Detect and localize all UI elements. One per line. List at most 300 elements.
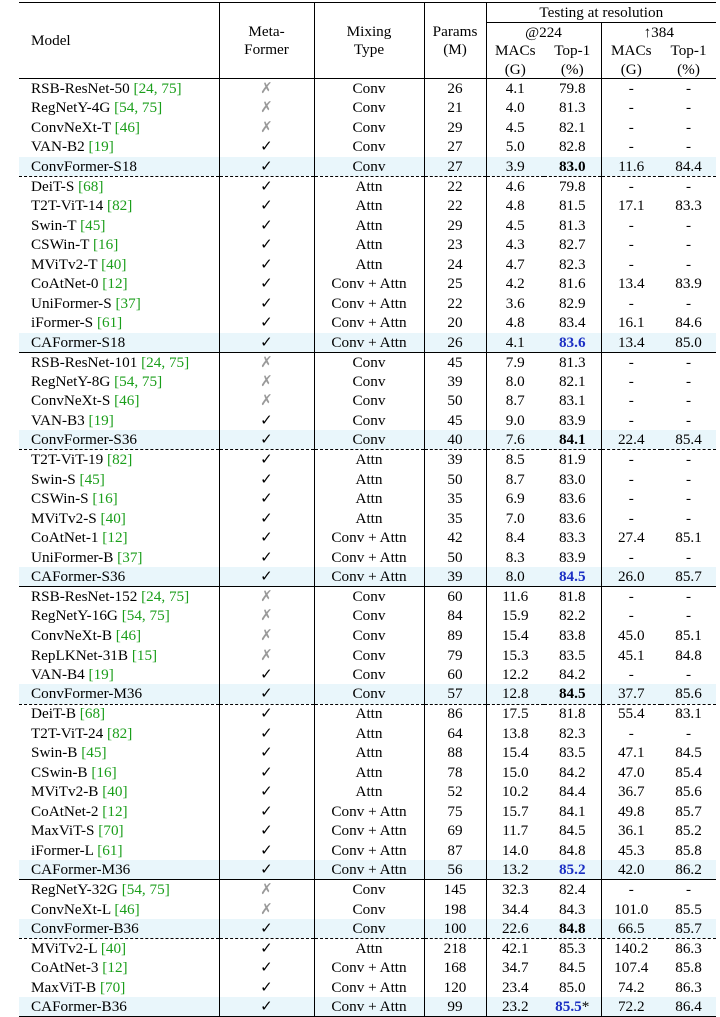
model-name-cell [19, 743, 219, 763]
model-name-cell [19, 899, 219, 919]
header-params-line2: (M) [443, 41, 467, 58]
citation-refs: [40] [100, 939, 127, 957]
top1-224-value: 83.6 [558, 490, 586, 508]
check-mark-icon: ✓ [219, 430, 314, 450]
params-cell: 100 [424, 919, 486, 939]
model-name: DeiT-S [31, 177, 75, 195]
top1-384-cell: 85.6 [675, 783, 702, 801]
cross-mark-icon: ✗ [219, 587, 314, 607]
mixing-type-cell: Conv [314, 919, 424, 939]
macs-224-cell: 7.0 [505, 509, 525, 527]
model-name-cell [19, 98, 219, 118]
params-cell: 25 [424, 274, 486, 294]
model-name: iFormer-S [31, 314, 94, 332]
check-mark-icon: ✓ [219, 254, 314, 274]
top1-224-value: 83.9 [558, 548, 586, 566]
mixing-type-cell: Attn [314, 782, 424, 802]
model-name: VAN-B4 [31, 666, 85, 684]
top1-224-cell [544, 196, 601, 216]
top1-384-cell: 85.4 [661, 430, 716, 450]
macs-384-cell: - [628, 470, 634, 488]
model-name-cell [19, 137, 219, 157]
top1-224-cell [544, 215, 601, 235]
macs-224-cell: 15.7 [501, 802, 529, 820]
model-name-cell [19, 176, 219, 196]
macs-224-cell: 4.2 [505, 275, 525, 293]
macs-384-cell: - [628, 255, 634, 273]
macs-384-cell: - [628, 509, 634, 527]
citation-refs: [24, 75] [133, 79, 182, 97]
top1-224-value: 84.8 [558, 842, 586, 859]
model-name-cell [19, 509, 219, 529]
macs-384-cell: - [628, 294, 634, 312]
model-name: ConvFormer-S36 [31, 431, 138, 449]
top1-224-value: 84.1 [558, 802, 586, 820]
top1-384-cell: - [661, 176, 716, 196]
top1-384-cell: 86.4 [661, 997, 716, 1017]
model-name-cell [19, 626, 219, 646]
macs-384-cell: 13.4 [617, 275, 645, 293]
citation-refs: [70] [98, 822, 124, 840]
results-table [19, 2, 716, 1017]
mixing-type-cell: Conv [314, 137, 424, 157]
params-cell: 50 [424, 469, 486, 489]
model-name-cell [19, 274, 219, 294]
macs-224-cell: 34.4 [501, 900, 529, 918]
top1-384-cell: - [661, 450, 716, 470]
citation-refs: [82] [107, 724, 133, 742]
macs-224-cell: 8.3 [505, 548, 525, 566]
macs-384-cell: - [628, 118, 634, 136]
table-row [19, 645, 716, 665]
citation-refs: [37] [117, 548, 143, 566]
mixing-type-cell: Attn [314, 254, 424, 274]
top1-224-value: 84.8 [558, 919, 586, 937]
top1-224-cell [544, 235, 601, 255]
mixing-type-cell: Conv + Attn [314, 841, 424, 861]
mixing-type-cell: Conv [314, 98, 424, 118]
model-name-cell [19, 567, 219, 587]
model-name-cell [19, 528, 219, 548]
params-cell: 20 [424, 313, 486, 333]
model-name-cell [19, 782, 219, 802]
macs-384-cell: 45.1 [617, 646, 645, 664]
citation-refs: [15] [131, 646, 158, 664]
top1-384-cell: - [685, 79, 692, 97]
macs-224-cell: 4.7 [505, 255, 525, 273]
top1-384-cell: 84.6 [675, 314, 702, 332]
top1-384-cell: 86.3 [675, 978, 702, 996]
macs-224-cell: 15.0 [501, 763, 529, 781]
table-row [19, 235, 716, 255]
macs-384-cell: 17.1 [617, 196, 645, 214]
check-mark-icon: ✓ [219, 841, 314, 861]
params-cell: 45 [424, 352, 486, 372]
citation-refs: [82] [107, 196, 133, 214]
macs-224-cell: 6.9 [505, 490, 525, 508]
top1-224-value: 83.6 [558, 509, 586, 527]
params-cell: 84 [424, 606, 486, 626]
top1-224-cell [544, 79, 601, 99]
mixing-type-cell: Conv + Attn [314, 802, 424, 822]
top1-384-cell: - [685, 236, 692, 254]
model-name: ConvNeXt-B [31, 626, 112, 644]
table-row [19, 196, 716, 216]
top1-224-cell [544, 98, 601, 118]
mixing-type-cell: Conv [314, 606, 424, 626]
top1-384-cell: 85.2 [675, 822, 702, 840]
citation-refs: [16] [92, 490, 118, 508]
model-name: DeiT-B [31, 705, 76, 723]
mixing-type-cell: Attn [314, 704, 424, 724]
table-row [19, 274, 716, 294]
params-cell: 45 [424, 411, 486, 431]
top1-224-cell [544, 763, 601, 783]
model-name: MViTv2-B [31, 783, 99, 801]
model-name: RegNetY-8G [31, 372, 111, 390]
macs-224-cell: 4.8 [505, 196, 525, 214]
model-name: RSB-ResNet-50 [31, 79, 130, 97]
model-name-cell [19, 235, 219, 255]
top1-384-cell: 85.7 [675, 802, 702, 820]
top1-224-value: 83.8 [558, 626, 586, 644]
macs-224-cell: 13.2 [486, 860, 544, 880]
check-mark-icon: ✓ [219, 313, 314, 333]
mixing-type-cell: Conv + Attn [314, 548, 424, 568]
citation-refs: [40] [101, 255, 127, 273]
top1-384-cell: 85.7 [661, 567, 716, 587]
header-metaformer-line1: Meta- [248, 22, 285, 40]
macs-384-cell: - [628, 411, 634, 429]
mixing-type-cell: Conv [314, 899, 424, 919]
top1-224-cell [544, 606, 601, 626]
table-row [19, 606, 716, 626]
top1-384-cell: 86.2 [661, 860, 716, 880]
top1-224-value: 85.5 [555, 998, 582, 1016]
top1-224-cell [544, 391, 601, 411]
table-row [19, 79, 716, 99]
macs-384-cell: 36.7 [617, 783, 645, 801]
model-name-cell [19, 215, 219, 235]
mixing-type-cell: Conv [314, 79, 424, 99]
model-name: CoAtNet-2 [31, 802, 99, 820]
top1-384-cell: 86.3 [661, 939, 716, 959]
citation-refs: [61] [97, 842, 123, 859]
table-row [19, 489, 716, 509]
macs-224-cell: 8.4 [505, 529, 525, 547]
header-top1-224-line2: (%) [560, 60, 584, 78]
cross-mark-icon: ✗ [219, 645, 314, 665]
params-cell: 27 [424, 137, 486, 157]
params-cell: 89 [424, 626, 486, 646]
table-row [19, 782, 716, 802]
macs-384-cell: 72.2 [601, 997, 661, 1017]
model-name: CSWin-T [31, 236, 90, 254]
top1-224-value: 82.9 [558, 294, 586, 312]
top1-384-cell: 85.0 [661, 333, 716, 353]
macs-224-cell: 9.0 [505, 411, 525, 429]
top1-224-value: 81.3 [558, 216, 586, 234]
macs-384-cell: 27.4 [617, 529, 645, 547]
header-metaformer-line2: Former [244, 41, 289, 58]
top1-224-cell [544, 802, 601, 822]
macs-384-cell: 11.6 [601, 157, 661, 177]
top1-224-value: 84.2 [558, 666, 586, 684]
macs-384-cell: - [628, 99, 634, 117]
header-metaformer [219, 3, 314, 79]
check-mark-icon: ✓ [219, 176, 314, 196]
top1-224-value: 81.3 [558, 353, 586, 371]
top1-224-value: 83.5 [558, 646, 586, 664]
citation-refs: [68] [79, 705, 106, 723]
model-name: iFormer-L [31, 842, 94, 859]
mixing-type-cell: Attn [314, 939, 424, 959]
top1-224-value: 83.5 [558, 744, 586, 762]
check-mark-icon: ✓ [219, 939, 314, 959]
params-cell: 120 [424, 978, 486, 998]
top1-224-value: 81.8 [558, 705, 586, 723]
citation-refs: [82] [107, 451, 133, 469]
top1-224-value: 82.1 [558, 118, 586, 136]
table-row [19, 98, 716, 118]
top1-224-cell [544, 489, 601, 509]
model-name: MViTv2-T [31, 255, 98, 273]
model-name-cell [19, 372, 219, 392]
top1-224-cell [544, 919, 601, 939]
check-mark-icon: ✓ [219, 294, 314, 314]
model-name: MaxViT-B [31, 978, 97, 996]
check-mark-icon: ✓ [219, 743, 314, 763]
params-cell: 56 [424, 860, 486, 880]
top1-224-cell [544, 430, 601, 450]
top1-384-cell: 84.8 [675, 646, 702, 664]
table-row [19, 743, 716, 763]
table-row [19, 704, 716, 724]
header-testing-resolution: Testing at resolution [486, 3, 716, 23]
table-row [19, 528, 716, 548]
table-row [19, 352, 716, 372]
check-mark-icon: ✓ [219, 782, 314, 802]
macs-384-cell: - [628, 490, 634, 508]
check-mark-icon: ✓ [219, 684, 314, 704]
citation-refs: [16] [92, 236, 119, 254]
top1-384-cell: 85.1 [675, 529, 702, 547]
citation-refs: [40] [100, 509, 126, 527]
citation-refs: [16] [91, 763, 117, 781]
params-cell: 79 [424, 645, 486, 665]
top1-384-cell: 83.1 [661, 704, 716, 724]
header-model: Model [19, 3, 219, 79]
mixing-type-cell: Attn [314, 176, 424, 196]
table-row [19, 548, 716, 568]
table-row [19, 919, 716, 939]
citation-refs: [68] [78, 177, 104, 195]
model-name: UniFormer-B [31, 548, 114, 566]
check-mark-icon: ✓ [219, 919, 314, 939]
top1-224-value: 82.8 [558, 138, 586, 156]
model-name: ConvNeXt-T [31, 118, 111, 136]
check-mark-icon: ✓ [219, 665, 314, 685]
mixing-type-cell: Attn [314, 489, 424, 509]
table-row [19, 157, 716, 177]
top1-224-cell [544, 587, 601, 607]
macs-224-cell: 8.7 [505, 470, 525, 488]
top1-224-value: 79.8 [558, 177, 586, 195]
params-cell: 86 [424, 704, 486, 724]
top1-224-cell [544, 724, 601, 744]
macs-384-cell: 13.4 [601, 333, 661, 353]
model-name: CSwin-B [31, 763, 88, 781]
top1-224-value: 84.5 [558, 959, 586, 977]
check-mark-icon: ✓ [219, 450, 314, 470]
check-mark-icon: ✓ [219, 469, 314, 489]
params-cell: 22 [424, 176, 486, 196]
top1-384-cell: 84.4 [661, 157, 716, 177]
macs-384-cell: - [628, 548, 634, 566]
macs-384-cell: 37.7 [601, 684, 661, 704]
top1-224-cell [544, 176, 601, 196]
citation-refs: [19] [88, 138, 114, 156]
top1-384-cell: 85.8 [675, 959, 702, 977]
mixing-type-cell: Attn [314, 743, 424, 763]
model-name-cell [19, 958, 219, 978]
top1-224-cell [544, 137, 601, 157]
top1-384-cell: - [685, 255, 692, 273]
params-cell: 21 [424, 98, 486, 118]
macs-384-cell: - [628, 392, 634, 410]
header-macs-384-line2: (G) [620, 60, 642, 78]
mixing-type-cell: Conv [314, 118, 424, 138]
params-cell: 60 [424, 665, 486, 685]
check-mark-icon: ✓ [219, 528, 314, 548]
macs-224-cell: 4.6 [486, 176, 544, 196]
table-row [19, 137, 716, 157]
params-cell: 35 [424, 509, 486, 529]
table-row [19, 313, 716, 333]
macs-224-cell: 14.0 [501, 842, 529, 859]
macs-384-cell: 107.4 [614, 959, 649, 977]
results-table-container [19, 2, 716, 1017]
model-name-cell [19, 997, 219, 1017]
top1-384-cell: - [685, 548, 692, 566]
macs-224-cell: 8.0 [505, 372, 525, 390]
table-row [19, 626, 716, 646]
table-row [19, 372, 716, 392]
params-cell: 168 [424, 958, 486, 978]
top1-224-cell [544, 821, 601, 841]
macs-224-cell: 7.9 [486, 352, 544, 372]
mixing-type-cell: Conv + Attn [314, 274, 424, 294]
model-name: VAN-B3 [31, 411, 85, 429]
table-row [19, 567, 716, 587]
citation-refs: [54, 75] [114, 99, 163, 117]
params-cell: 39 [424, 450, 486, 470]
macs-384-cell: 22.4 [601, 430, 661, 450]
model-name-cell [19, 333, 219, 353]
citation-refs: [19] [88, 411, 114, 429]
model-name-cell [19, 391, 219, 411]
top1-224-value: 82.2 [558, 607, 586, 625]
top1-224-cell [544, 997, 601, 1017]
macs-224-cell: 8.0 [486, 567, 544, 587]
model-name: T2T-ViT-24 [31, 724, 104, 742]
macs-384-cell: 42.0 [601, 860, 661, 880]
header-mixing-line1: Mixing [346, 22, 392, 40]
cross-mark-icon: ✗ [219, 118, 314, 138]
macs-384-cell: 47.0 [617, 763, 645, 781]
model-name: Swin-B [31, 744, 78, 762]
macs-224-cell: 4.5 [505, 118, 525, 136]
table-row [19, 724, 716, 744]
params-cell: 22 [424, 196, 486, 216]
top1-384-cell: 85.6 [661, 684, 716, 704]
top1-224-value: 84.5 [558, 822, 586, 840]
top1-224-value: 85.2 [558, 861, 586, 879]
citation-refs: [12] [102, 959, 128, 977]
macs-224-cell: 11.6 [486, 587, 544, 607]
top1-224-value: 83.0 [558, 470, 586, 488]
macs-224-cell: 34.7 [501, 959, 529, 977]
model-name-cell [19, 724, 219, 744]
top1-224-value: 85.3 [558, 939, 586, 957]
params-cell: 88 [424, 743, 486, 763]
top1-224-value: 83.0 [558, 157, 586, 175]
top1-384-cell: 85.7 [661, 919, 716, 939]
params-cell: 198 [424, 899, 486, 919]
citation-refs: [46] [114, 118, 140, 136]
table-header [19, 3, 716, 79]
table-row [19, 333, 716, 353]
header-params [424, 3, 486, 79]
top1-384-cell: - [685, 411, 692, 429]
model-name-cell [19, 79, 219, 99]
model-name-cell [19, 313, 219, 333]
top1-224-cell [544, 939, 601, 959]
macs-224-cell: 15.4 [501, 744, 529, 762]
header-mixing-line2: Type [353, 41, 385, 58]
macs-384-cell: 26.0 [601, 567, 661, 587]
check-mark-icon: ✓ [219, 548, 314, 568]
macs-224-cell: 12.8 [486, 684, 544, 704]
table-body [19, 79, 716, 1017]
model-name: T2T-ViT-19 [31, 451, 104, 469]
check-mark-icon: ✓ [219, 978, 314, 998]
model-name-cell [19, 841, 219, 861]
model-name: CAFormer-S36 [31, 568, 126, 586]
citation-refs: [46] [114, 392, 140, 410]
check-mark-icon: ✓ [219, 802, 314, 822]
table-row [19, 978, 716, 998]
top1-224-cell [544, 352, 601, 372]
citation-refs: [46] [114, 900, 140, 918]
params-cell: 40 [424, 430, 486, 450]
model-name-cell [19, 645, 219, 665]
header-top1-384-line2: (%) [677, 60, 700, 78]
top1-224-value: 83.1 [558, 392, 586, 410]
top1-224-value: 81.8 [558, 588, 586, 606]
macs-224-cell: 32.3 [486, 880, 544, 900]
table-row [19, 411, 716, 431]
header-top1-224 [544, 42, 601, 79]
macs-224-cell: 15.3 [501, 646, 529, 664]
top1-384-cell: 85.1 [675, 626, 702, 644]
model-name: CAFormer-S18 [31, 333, 126, 351]
top1-224-cell [544, 274, 601, 294]
top1-384-cell: 83.9 [675, 275, 702, 293]
top1-384-cell: - [685, 216, 692, 234]
cross-mark-icon: ✗ [219, 352, 314, 372]
model-name: CoAtNet-0 [31, 275, 99, 293]
